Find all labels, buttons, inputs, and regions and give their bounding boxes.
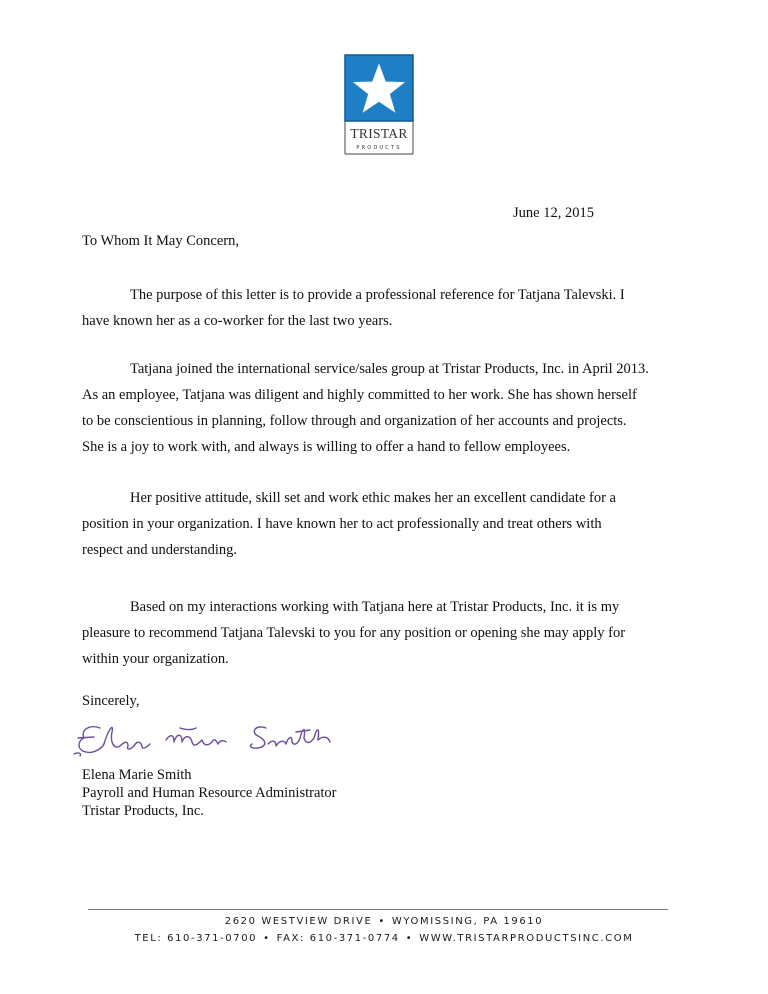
signer-name: Elena Marie Smith xyxy=(82,767,192,783)
paragraph-3 xyxy=(82,485,682,563)
paragraph-line: within your organization. xyxy=(82,651,229,667)
footer-separator: • xyxy=(405,933,414,944)
paragraph-line: Tatjana joined the international service/sales group at Tristar Products, Inc. in April 2013. xyxy=(130,361,649,377)
paragraph-line: Her positive attitude, skill set and work ethic makes her an excellent candidate for a xyxy=(130,490,616,506)
tristar-logo xyxy=(344,54,416,156)
signer-company: Tristar Products, Inc. xyxy=(82,803,204,819)
paragraph-line: As an employee, Tatjana was diligent and highly committed to her work. She has shown herself xyxy=(82,387,637,403)
signer-block xyxy=(82,766,337,820)
paragraph-line: pleasure to recommend Tatjana Talevski to you for any position or opening she may apply for xyxy=(82,625,626,641)
footer-tel: TEL: 610-371-0700 xyxy=(134,933,258,944)
paragraph-line: Based on my interactions working with Tatjana here at Tristar Products, Inc. it is my xyxy=(130,599,620,615)
paragraph-line: have known her as a co-worker for the last two years. xyxy=(82,313,393,329)
footer-website: WWW.TRISTARPRODUCTSINC.COM xyxy=(419,933,634,944)
footer-contact-line xyxy=(0,933,768,944)
footer-separator: • xyxy=(378,916,386,927)
paragraph-line: respect and understanding. xyxy=(82,542,238,558)
paragraph-line: to be conscientious in planning, follow through and organization of her accounts and projects. xyxy=(82,413,627,429)
handwritten-signature xyxy=(70,716,350,762)
paragraph-2 xyxy=(82,356,682,460)
logo-tagline: PRODUCTS xyxy=(356,145,402,151)
footer-fax: FAX: 610-371-0774 xyxy=(276,933,400,944)
logo-brand: TRISTAR xyxy=(350,126,408,141)
footer-divider xyxy=(88,909,668,910)
paragraph-4 xyxy=(82,594,682,672)
paragraph-line: The purpose of this letter is to provide a professional reference for Tatjana Talevski. I xyxy=(130,287,625,303)
paragraph-line: position in your organization. I have known her to act professionally and treat others with xyxy=(82,516,602,532)
footer-separator: • xyxy=(263,933,271,944)
signer-title: Payroll and Human Resource Administrator xyxy=(82,785,337,801)
letter-date: June 12, 2015 xyxy=(513,205,594,221)
paragraph-line: She is a joy to work with, and always is willing to offer a hand to fellow employees. xyxy=(82,439,571,455)
paragraph-1 xyxy=(82,282,682,334)
footer-address-line xyxy=(0,916,768,927)
salutation: To Whom It May Concern, xyxy=(82,233,239,249)
footer-address: 2620 WESTVIEW DRIVE xyxy=(224,916,373,927)
closing: Sincerely, xyxy=(82,693,140,709)
footer-city: WYOMISSING, PA 19610 xyxy=(391,916,544,927)
